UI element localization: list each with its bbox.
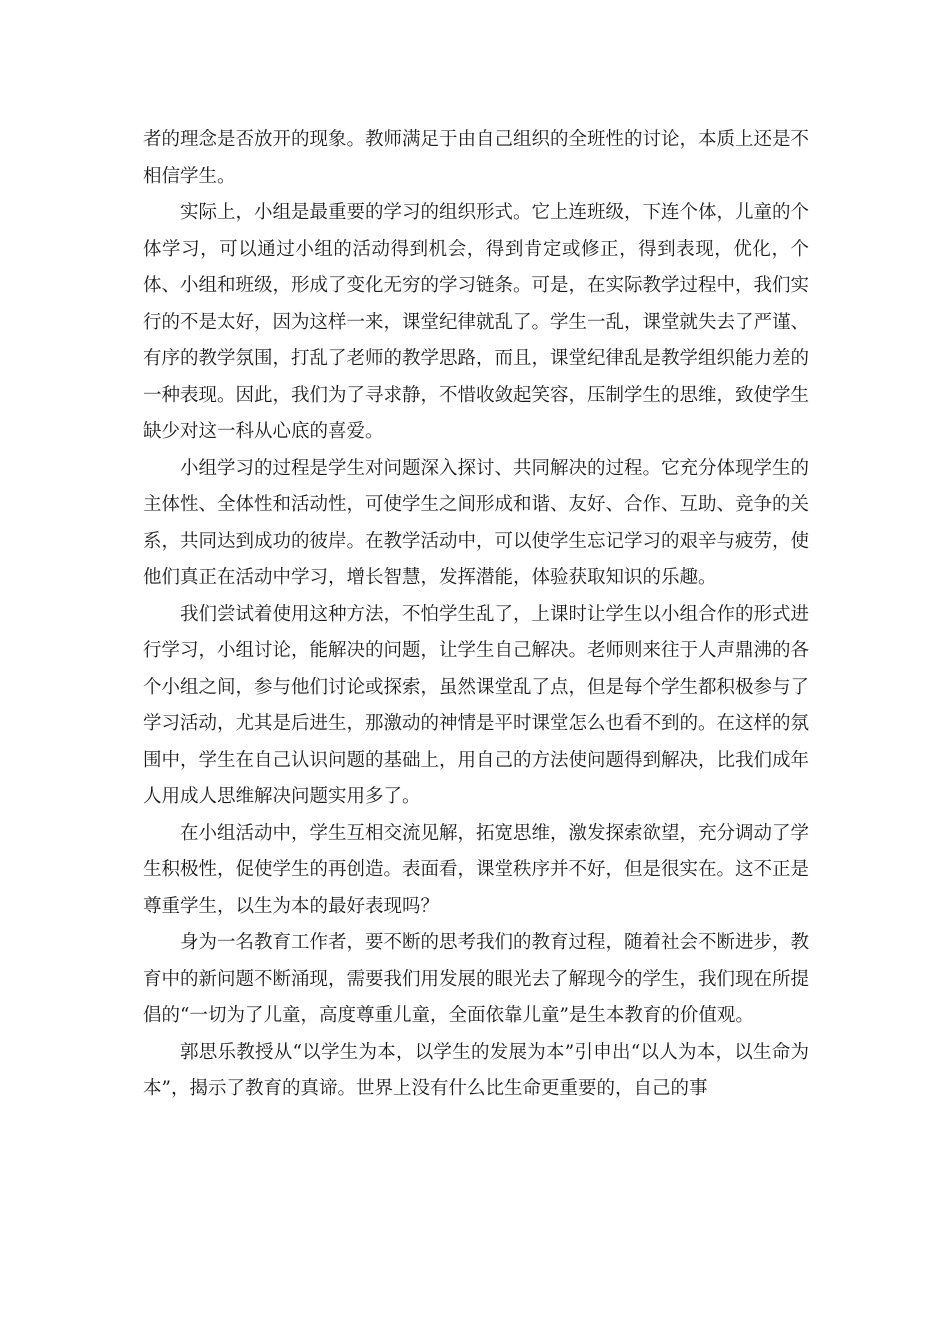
paragraph-2: 实际上，小组是最重要的学习的组织形式。它上连班级，下连个体，儿童的个体学习，可以通过小组的活动得到机会，得到肯定或修正，得到表现，优化，个体、小组和班级，形成了变化无穷的学习链条。可是，在实际教学过程中，我们实行的不是太好，因为这样一来，课堂纪律就乱了。学生一乱，课堂就失去了严谨、有序的教学氛围，打乱了老师的教学思路，而且，课堂纪律乱是教学组织能力差的一种表现。因此，我们为了寻求静，不惜收敛起笑容，压制学生的思维，致使学生缺少对这一科从心底的喜爱。 [143,202,810,442]
paragraph-3: 小组学习的过程是学生对问题深入探讨、共同解决的过程。它充分体现学生的主体性、全体性和活动性，可使学生之间形成和谐、友好、合作、互助、竞争的关系，共同达到成功的彼岸。在教学活动中，可以使学生忘记学习的艰辛与疲劳，使他们真正在活动中学习，增长智慧，发挥潜能，体验获取知识的乐趣。 [143,457,810,588]
paragraph-4: 我们尝试着使用这种方法，不怕学生乱了，上课时让学生以小组合作的形式进行学习，小组讨论，能解决的问题，让学生自己解决。老师则来往于人声鼎沸的各个小组之间，参与他们讨论或探索，虽然课堂乱了点，但是每个学生都积极参与了学习活动，尤其是后进生，那激动的神情是平时课堂怎么也看不到的。在这样的氛围中，学生在自己认识问题的基础上，用自己的方法使问题得到解决，比我们成年人用成人思维解决问题实用多了。 [143,603,810,807]
paragraph-7: 郭思乐教授从“以学生为本，以学生的发展为本”引申出“以人为本，以生命为本”，揭示了教育的真谛。世界上没有什么比生命更重要的，自己的事 [143,1041,809,1099]
paragraph-6: 身为一名教育工作者，要不断的思考我们的教育过程，随着社会不断进步，教育中的新问题不断涌现，需要我们用发展的眼光去了解现今的学生，我们现在所提倡的“一切为了儿童，高度尊重儿童，全面依靠儿童”是生本教育的价值观。 [143,932,810,1026]
paragraph-1: 者的理念是否放开的现象。教师满足于由自己组织的全班性的讨论，本质上还是不相信学生。 [143,129,810,187]
document-body [143,122,809,1108]
paragraph-5: 在小组活动中，学生互相交流见解，拓宽思维，激发探索欲望，充分调动了学生积极性，促使学生的再创造。表面看，课堂秩序并不好，但是很实在。这不正是尊重学生，以生为本的最好表现吗？ [143,822,810,917]
